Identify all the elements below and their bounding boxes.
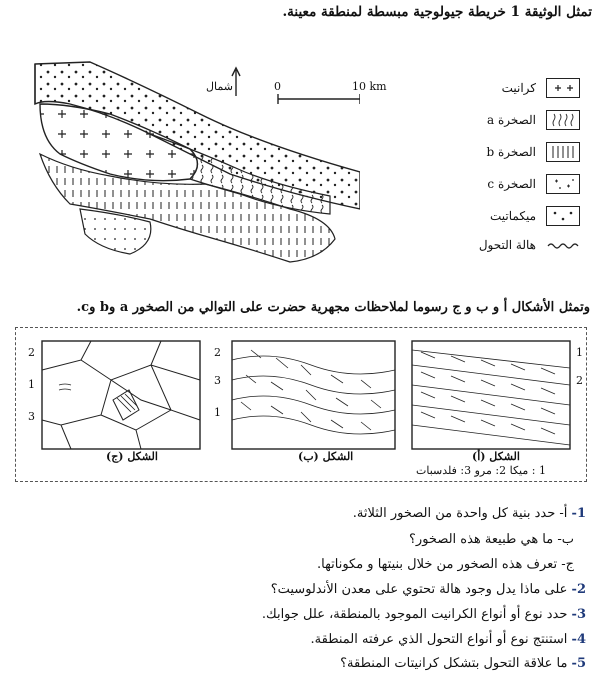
legend-migmatite: ميكماتيت <box>476 206 580 226</box>
micro-figures-panel: 2 1 3 الشكل (ج) 2 3 1 الشكل (ب) 1 2 الشكل (أ) 1 : ميكا 2: مرو 3: فلدسبات <box>15 327 587 482</box>
question-1a: 1- أ- حدد بنية كل واحدة من الصخور الثلاثة. <box>352 506 586 521</box>
north-label: شمال <box>206 80 233 93</box>
figure-b-caption: الشكل (ب) <box>298 450 354 463</box>
legend-halo: هالة التحول <box>476 236 580 254</box>
legend-granite: كرانيت <box>476 78 580 98</box>
migmatite-swatch <box>546 206 580 226</box>
scale-end: 10 km <box>352 80 387 93</box>
scale-start: 0 <box>274 80 281 93</box>
question-2: 2- على ماذا يدل وجود هالة تحتوي على معدن الأندلوسيت؟ <box>270 582 586 597</box>
legend-rock-a: الصخرة a <box>476 110 580 130</box>
granite-swatch <box>546 78 580 98</box>
figures-intro: وتمثل الأشكال أ و ب و ج رسوما لملاحظات مجهرية حضرت على التوالي من الصخور a وb وc. <box>76 300 590 315</box>
figure-j-caption: الشكل (ج) <box>106 450 158 463</box>
question-4: 4- استنتج نوع أو أنواع التحول الذي عرفته المنطقة. <box>310 632 586 647</box>
question-1c: ج- تعرف هذه الصخور من خلال بنيتها و مكوناتها. <box>317 557 574 572</box>
rock-a-swatch <box>546 110 580 130</box>
intro-text: تمثل الوثيقة 1 خريطة جيولوجية مبسطة لمنطقة معينة. <box>282 4 592 20</box>
figure-a-drawing <box>411 340 571 450</box>
scale-bar <box>278 94 360 104</box>
minerals-key: 1 : ميكا 2: مرو 3: فلدسبات <box>416 464 546 477</box>
figure-a-caption: الشكل (أ) <box>472 450 520 463</box>
figure-b-drawing <box>231 340 396 450</box>
figure-j-drawing <box>41 340 201 450</box>
question-1b: ب- ما هي طبيعة هذه الصخور؟ <box>409 532 574 547</box>
halo-swatch <box>546 236 580 254</box>
question-5: 5- ما علاقة التحول بتشكل كرانيتات المنطقة؟ <box>340 656 586 671</box>
question-3: 3- حدد نوع أو أنواع الكرانيت الموجود بالمنطقة، علل جوابك. <box>261 607 586 622</box>
legend-rock-b: الصخرة b <box>476 142 580 162</box>
geological-map <box>30 44 360 274</box>
rock-b-swatch <box>546 142 580 162</box>
rock-c-swatch <box>546 174 580 194</box>
legend-rock-c: الصخرة c <box>476 174 580 194</box>
north-arrow-icon <box>232 68 240 96</box>
